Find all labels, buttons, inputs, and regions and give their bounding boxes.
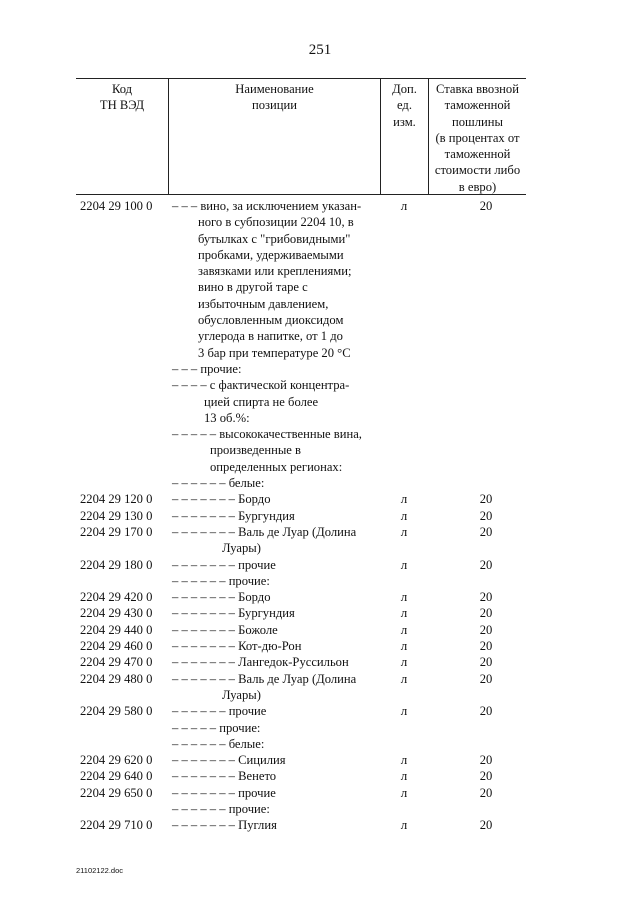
header-rate-line: (в процентах от: [435, 130, 520, 145]
row-rate: 20: [479, 639, 493, 654]
description-line: [172, 524, 382, 540]
table-row: [76, 671, 526, 704]
description-line: [172, 768, 382, 784]
header-rate-line: таможенной: [444, 98, 511, 113]
description-line: [172, 638, 382, 654]
description-text: Кот-дю-Рон: [238, 639, 302, 654]
row-unit: л: [400, 556, 408, 572]
row-code: 2204 29 580 0: [80, 704, 153, 719]
description-text: Бордо: [238, 590, 271, 605]
row-rate: 20: [479, 524, 493, 539]
row-code: 2204 29 470 0: [80, 655, 153, 670]
row-code: 2204 29 100 0: [80, 199, 153, 213]
row-rate: 20: [479, 492, 493, 507]
description-text: Сицилия: [238, 753, 286, 768]
description-text: Лангедок-Руссильон: [238, 655, 349, 670]
indent-dashes: – – – – – – –: [172, 524, 235, 539]
tariff-table: [76, 78, 526, 838]
row-description: [172, 768, 382, 784]
row-description: [172, 573, 382, 589]
description-line: бутылках с "грибовидными": [198, 231, 351, 246]
description-text: Бургундия: [238, 606, 295, 621]
description-text: с фактической концентра-: [209, 378, 350, 393]
row-code: 2204 29 710 0: [80, 818, 153, 833]
indent-dashes: – – – – – –: [172, 801, 226, 816]
description-line: [172, 720, 382, 736]
description-line: определенных регионах:: [210, 459, 343, 474]
table-row: [76, 524, 526, 557]
row-code: 2204 29 180 0: [80, 557, 153, 572]
description-line: обусловленным диоксидом: [198, 313, 344, 328]
header-name-line: позиции: [252, 98, 297, 113]
table-row: [76, 573, 526, 589]
description-line: [172, 703, 382, 719]
description-line: [172, 589, 382, 605]
row-description: [172, 638, 382, 654]
description-line: цией спирта не более: [204, 394, 319, 409]
row-rate: 20: [479, 671, 493, 686]
table-row: [76, 801, 526, 817]
table-row: [76, 557, 526, 573]
description-line: ного в субпозиции 2204 10, в: [198, 215, 354, 230]
table-row: [76, 198, 526, 361]
row-unit: л: [400, 768, 408, 784]
row-unit: л: [400, 703, 408, 719]
table-row: [76, 768, 526, 784]
row-unit: л: [400, 638, 408, 654]
row-description: [172, 491, 382, 507]
row-rate: 20: [479, 590, 493, 605]
row-code: 2204 29 620 0: [80, 753, 153, 768]
row-description: [172, 377, 382, 426]
row-rate: 20: [479, 704, 493, 719]
row-description: [172, 622, 382, 638]
row-code: 2204 29 640 0: [80, 769, 153, 784]
row-description: [172, 752, 382, 768]
row-description: [172, 557, 382, 573]
indent-dashes: – – – – – – –: [172, 508, 235, 523]
row-rate: 20: [479, 606, 493, 621]
table-row: [76, 426, 526, 475]
description-line: [172, 198, 382, 214]
indent-dashes: – – – – – –: [172, 736, 226, 751]
description-text: Божоле: [238, 622, 278, 637]
description-text: прочие:: [200, 361, 242, 376]
table-row: [76, 475, 526, 491]
row-unit: л: [400, 198, 408, 213]
indent-dashes: – – – – – –: [172, 704, 226, 719]
description-text: прочие: [238, 785, 276, 800]
row-code: 2204 29 650 0: [80, 785, 153, 800]
table-row: [76, 361, 526, 377]
indent-dashes: – – – – – – –: [172, 671, 235, 686]
description-line: [172, 605, 382, 621]
description-text: Валь де Луар (Долина: [238, 671, 357, 686]
row-unit: л: [400, 589, 408, 605]
table-row: [76, 622, 526, 638]
row-description: [172, 703, 382, 719]
description-line: [172, 622, 382, 638]
table-row: [76, 654, 526, 670]
description-line: [172, 736, 382, 752]
indent-dashes: – – – – – –: [172, 573, 226, 588]
row-rate: 20: [479, 199, 493, 213]
table-row: [76, 605, 526, 621]
row-description: [172, 720, 382, 736]
row-code: 2204 29 430 0: [80, 606, 153, 621]
description-line: [172, 752, 382, 768]
row-code: 2204 29 420 0: [80, 590, 153, 605]
description-text: прочие: [228, 704, 267, 719]
table-body: [76, 198, 526, 834]
description-text: прочие:: [228, 801, 270, 816]
row-unit: л: [400, 491, 408, 507]
indent-dashes: – – – – –: [172, 427, 217, 442]
description-line: [172, 426, 382, 442]
header-code-line: ТН ВЭД: [99, 98, 145, 113]
description-line: [172, 573, 382, 589]
description-text: прочие:: [228, 573, 270, 588]
indent-dashes: – – –: [172, 199, 198, 213]
description-text: Бордо: [238, 492, 271, 507]
row-unit: л: [400, 752, 408, 768]
description-line: [172, 475, 382, 491]
description-line: [172, 785, 382, 801]
row-rate: 20: [479, 655, 493, 670]
table-row: [76, 720, 526, 736]
row-description: [172, 785, 382, 801]
row-description: [172, 671, 382, 704]
row-unit: л: [400, 605, 408, 621]
header-rate-line: таможенной: [444, 147, 511, 162]
description-line: 3 бар при температуре 20 °С: [198, 345, 351, 360]
description-line: произведенные в: [210, 443, 301, 458]
description-text: Пуглия: [238, 818, 277, 833]
indent-dashes: – – – – – – –: [172, 639, 235, 654]
indent-dashes: – – – – – – –: [172, 769, 235, 784]
page-number: 251: [308, 42, 332, 58]
header-code-line: Код: [111, 82, 133, 96]
description-line: [172, 361, 382, 377]
row-code: 2204 29 170 0: [80, 524, 153, 539]
header-rate-line: пошлины: [452, 114, 503, 129]
row-description: [172, 589, 382, 605]
table-row: [76, 736, 526, 752]
indent-dashes: – – – – – – –: [172, 492, 235, 507]
table-row: [76, 703, 526, 719]
row-code: 2204 29 480 0: [80, 671, 153, 686]
indent-dashes: – – – – – – –: [172, 606, 235, 621]
row-code: 2204 29 120 0: [80, 492, 153, 507]
header-unit-line: изм.: [393, 114, 416, 129]
row-description: [172, 361, 382, 377]
description-text: высококачественные вина,: [219, 427, 362, 442]
description-line: Луары): [222, 541, 261, 556]
row-rate: 20: [479, 557, 493, 572]
row-unit: л: [400, 523, 408, 539]
row-rate: 20: [479, 622, 493, 637]
indent-dashes: – – – – –: [172, 720, 217, 735]
row-description: [172, 524, 382, 557]
description-line: [172, 671, 382, 687]
description-line: вино в другой таре с: [198, 280, 308, 295]
header-name: [169, 81, 380, 114]
description-line: [172, 491, 382, 507]
row-unit: л: [400, 784, 408, 800]
indent-dashes: – – – – – – –: [172, 590, 235, 605]
header-rate: [429, 81, 526, 195]
description-text: Бургундия: [238, 508, 295, 523]
header-code: [76, 81, 168, 114]
row-description: [172, 426, 382, 475]
row-unit: л: [400, 507, 408, 523]
table-row: [76, 785, 526, 801]
row-code: 2204 29 460 0: [80, 639, 153, 654]
table-row: [76, 589, 526, 605]
header-rate-line: в евро): [458, 179, 497, 194]
row-rate: 20: [479, 769, 493, 784]
footer-filename: 21102122.doc: [76, 866, 123, 875]
row-code: 2204 29 440 0: [80, 622, 153, 637]
header-name-line: Наименование: [235, 82, 314, 96]
description-line: углерода в напитке, от 1 до: [198, 329, 343, 344]
table-top-rule: [76, 78, 526, 79]
row-description: [172, 654, 382, 670]
row-rate: 20: [479, 818, 493, 833]
description-line: Луары): [222, 687, 261, 702]
description-line: [172, 654, 382, 670]
header-rate-line: стоимости либо: [434, 163, 521, 178]
indent-dashes: – – – – – – –: [172, 557, 235, 572]
description-line: [172, 377, 382, 393]
indent-dashes: – – – – – – –: [172, 622, 235, 637]
indent-dashes: – – – – – – –: [172, 655, 235, 670]
description-line: [172, 557, 382, 573]
description-text: прочие:: [219, 720, 261, 735]
table-row: [76, 817, 526, 833]
indent-dashes: – – – – – – –: [172, 818, 235, 833]
description-line: 13 об.%:: [204, 410, 250, 425]
row-description: [172, 198, 382, 361]
row-unit: л: [400, 654, 408, 670]
row-rate: 20: [479, 508, 493, 523]
header-unit-line: Доп.: [392, 82, 417, 96]
header-unit: [381, 81, 428, 130]
table-row: [76, 491, 526, 507]
description-text: Венето: [238, 769, 277, 784]
table-row: [76, 752, 526, 768]
description-line: пробками, удерживаемыми: [198, 247, 344, 262]
row-description: [172, 508, 382, 524]
row-code: 2204 29 130 0: [80, 508, 153, 523]
description-text: белые:: [228, 476, 265, 491]
row-description: [172, 605, 382, 621]
row-unit: л: [400, 621, 408, 637]
description-line: [172, 508, 382, 524]
description-text: вино, за исключением указан-: [200, 199, 362, 213]
row-unit: л: [400, 670, 408, 686]
header-unit-line: ед.: [397, 98, 412, 113]
indent-dashes: – – –: [172, 361, 198, 376]
header-rate-line: Ставка ввозной: [436, 82, 519, 96]
description-text: Валь де Луар (Долина: [238, 524, 357, 539]
description-line: избыточным давлением,: [198, 296, 329, 311]
description-line: завязками или креплениями;: [198, 264, 352, 279]
indent-dashes: – – – –: [172, 378, 207, 393]
indent-dashes: – – – – – –: [172, 476, 226, 491]
row-description: [172, 817, 382, 833]
row-description: [172, 736, 382, 752]
row-rate: 20: [479, 785, 493, 800]
row-unit: л: [400, 817, 408, 833]
description-text: белые:: [228, 736, 265, 751]
row-rate: 20: [479, 753, 493, 768]
row-description: [172, 475, 382, 491]
indent-dashes: – – – – – – –: [172, 753, 235, 768]
description-text: прочие: [238, 557, 276, 572]
row-description: [172, 801, 382, 817]
description-line: [172, 801, 382, 817]
table-row: [76, 508, 526, 524]
table-row: [76, 638, 526, 654]
description-line: [172, 817, 382, 833]
indent-dashes: – – – – – – –: [172, 785, 235, 800]
table-row: [76, 377, 526, 426]
